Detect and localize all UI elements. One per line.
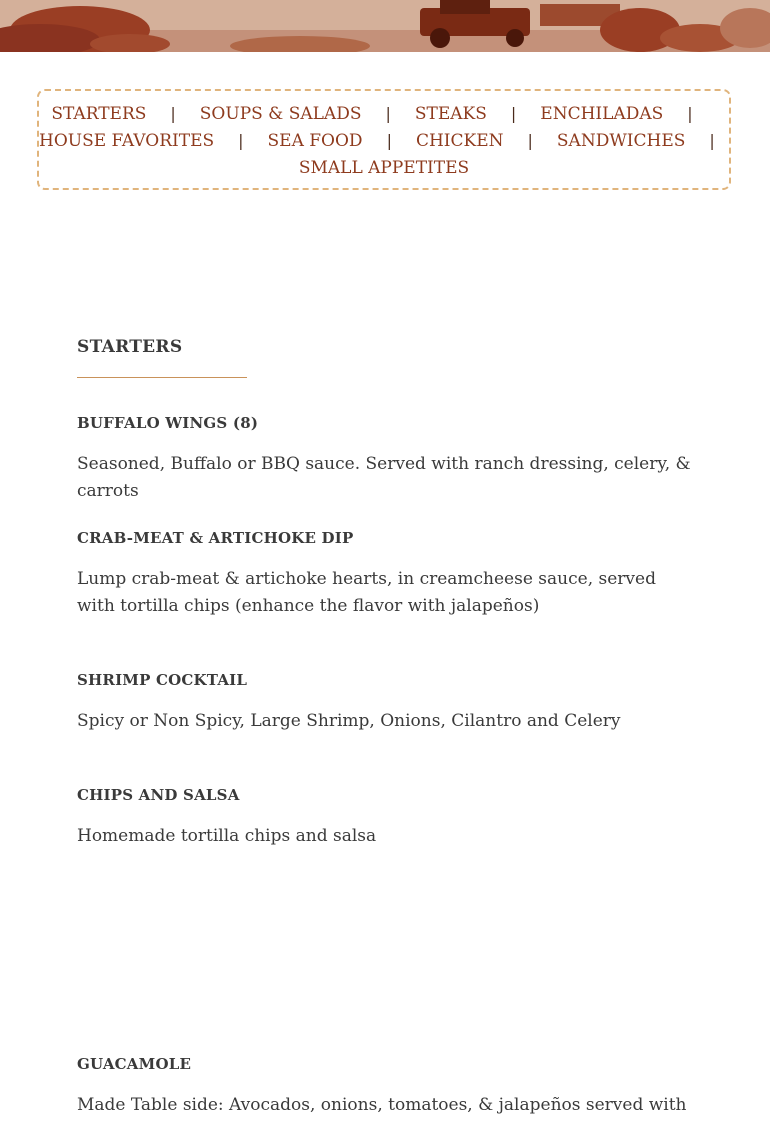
menu-item-name: BUFFALO WINGS (8) xyxy=(77,414,259,432)
nav-row xyxy=(39,130,729,152)
nav-link-small-appetites[interactable]: SMALL APPETITES xyxy=(298,158,470,178)
menu-item-description: Made Table side: Avocados, onions, tomatoes, & jalapeños served with xyxy=(77,1095,687,1115)
menu-item-name: GUACAMOLE xyxy=(77,1055,192,1073)
nav-separator: | xyxy=(386,131,392,150)
nav-separator: | xyxy=(709,131,715,150)
hero-image xyxy=(0,0,770,52)
nav-row xyxy=(39,103,729,125)
nav-row xyxy=(39,157,729,179)
menu-item-name: CRAB-MEAT & ARTICHOKE DIP xyxy=(77,529,354,547)
menu-item-description: Spicy or Non Spicy, Large Shrimp, Onions, Cilantro and Celery xyxy=(77,711,621,731)
nav-link-enchiladas[interactable]: ENCHILADAS xyxy=(540,104,664,124)
menu-item-description: Seasoned, Buffalo or BBQ sauce. Served with ranch dressing, celery, & carrots xyxy=(77,454,691,501)
nav-link-sandwiches[interactable]: SANDWICHES xyxy=(556,131,686,151)
menu-category-nav xyxy=(37,89,731,190)
nav-separator: | xyxy=(687,104,693,123)
nav-link-steaks[interactable]: STEAKS xyxy=(414,104,487,124)
nav-link-chicken[interactable]: CHICKEN xyxy=(415,131,504,151)
nav-separator: | xyxy=(510,104,517,123)
menu-item-name: CHIPS AND SALSA xyxy=(77,786,240,804)
nav-separator: | xyxy=(385,104,391,123)
nav-link-sea-food[interactable]: SEA FOOD xyxy=(267,131,363,151)
section-title: STARTERS xyxy=(77,337,183,357)
nav-separator: | xyxy=(527,131,533,150)
section-divider xyxy=(77,377,247,378)
nav-separator: | xyxy=(238,131,244,150)
nav-link-soups-salads[interactable]: SOUPS & SALADS xyxy=(199,104,362,124)
nav-separator: | xyxy=(170,104,176,123)
menu-item-description: Homemade tortilla chips and salsa xyxy=(77,826,377,846)
menu-item-description: Lump crab-meat & artichoke hearts, in creamcheese sauce, served with tortilla chips (enhance the flavor with jalapeños) xyxy=(77,569,656,616)
menu-item-name: SHRIMP COCKTAIL xyxy=(77,671,248,689)
nav-link-starters[interactable]: STARTERS xyxy=(51,104,147,124)
hero-photo-graphic xyxy=(0,0,770,52)
nav-link-house-favorites[interactable]: HOUSE FAVORITES xyxy=(39,131,215,151)
